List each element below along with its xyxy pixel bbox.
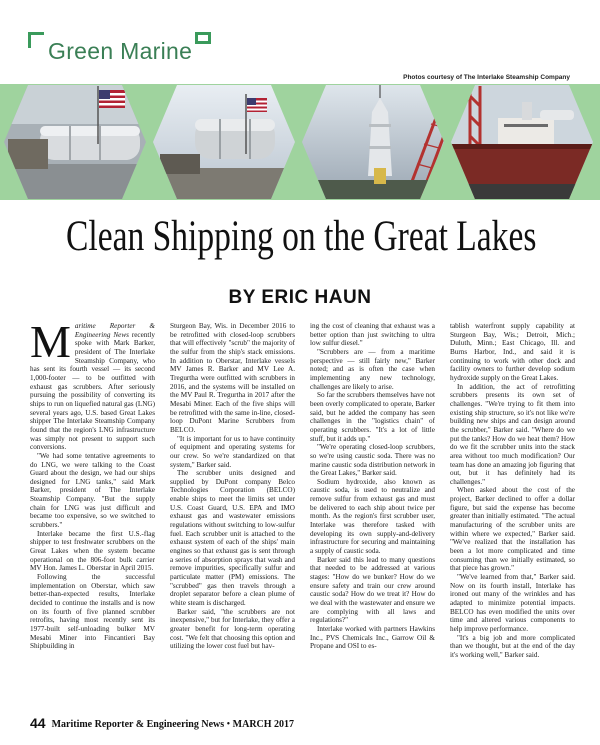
article-headline: Clean Shipping on the Great Lakes [66,213,537,260]
article-column-1 [30,322,155,710]
photo-strip [0,84,600,200]
paragraph: ing the cost of cleaning that exhaust was a better option than just switching to ultra low sulfur diesel." [310,322,435,348]
publication-name: Maritime Reporter & Engineering News [51,719,225,730]
photo-credit: Photos courtesy of The Interlake Steamship Company [403,74,570,81]
paragraph: Barker said, "the scrubbers are not inexpensive," but for Interlake, they offer a greater benefit for long-term operating cost. "We felt that choosing this option and utilizing the lower cost fuel but hav- [170,607,295,651]
paragraph: aritime Reporter & Engineering News recently spoke with Mark Barker, president of The Interlake Steamship Company, who has sent its fourth vessel — its second 1,000-footer — to be outfitted with exhaust gas scrubbers. After seriously pursuing the possibility of converting its ships to run on liquefied natural gas (LNG) several years ago, U.S. based Great Lakes shipper The Interlake Steamship Company found that the region's LNG infrastructure was simply not present to support such conversions. [30,322,155,452]
paragraph: "We've learned from that," Barker said. Now on its fourth install, Interlake has ironed out many of the wrinkles and has adapted to minimize potential impacts. BELCO has even modified the units over time and altered various components to help improve performance. [450,573,575,633]
crane-lifting-scrubber-photo [300,84,452,200]
ship-with-scrubber-photo [450,84,600,200]
article-column-4 [450,322,575,710]
paragraph: Sturgeon Bay, Wis. in December 2016 to be retrofitted with closed-loop scrubbers that will effectively "scrub" the majority of the sulfur from the ship's stack emissions. In addition to Oberstar, Interlake vessels MV James R. Barker and MV Lee A. Tregurtha were outfitted with scrubbers in 2016, and the systems will be installed on the MV Paul R. Tregurtha in 2017 after the Mesabi Miner. Each of the five ships will be retrofitted with the same in-line, closed-loop DuPont Marine Scrubbers from BELCO. [170,322,295,434]
article-column-3 [310,322,435,710]
article-body [30,322,575,710]
publication-name-italic: aritime Reporter & Engineering News [74,322,155,339]
drop-cap: M [30,322,71,367]
footer-separator: • [224,719,233,730]
page-number: 44 [30,715,46,731]
frame-corner-top-left [28,32,44,48]
paragraph: tablish waterfront supply capability at Sturgeon Bay, Wis.; Detroit, Mich.; Duluth, Minn.; East Chicago, Ill. and Burns Harbor, Ind., and said it is continuing to work with other dock and facility owners to further develop sodium hydroxide supply on the Great Lakes. [450,322,575,382]
section-title: Green Marine [48,38,193,64]
article-byline: BY ERIC HAUN [228,287,372,308]
paragraph: Interlake became the first U.S.-flag shipper to test freshwater scrubbers on the Great Lakes when the system became operational on the 806-foot bulk carrier MV Hon. James L. Oberstar in April 2015. [30,529,155,573]
paragraph: So far the scrubbers themselves have not been overly complicated to operate, Barker said, but he added the company has seen challenges in the "logistics chain" of operating scrubbers. "It's a lot of little stuff, but it adds up." [310,391,435,443]
paragraph: "Scrubbers are — from a maritime perspective — still fairly new," Barker noted; and as is often the case when implementing any new technology, challenges are likely to arise. [310,347,435,391]
paragraph: Sodium hydroxide, also known as caustic soda, is used to neutralize and remove sulfur from exhaust gas and must be delivered to each ship about twice per month. As the region's first scrubber user, Interlake was therefore tasked with developing its own supply-and-delivery infrastructure for securing and maintaining a supply of caustic soda. [310,477,435,556]
scrubber-lift-with-flag-photo [150,84,300,200]
paragraph: In addition, the act of retrofitting scrubbers presents its own set of challenges. "We're trying to fit them into existing ship structure, so it's not like we're building new ships and can design around the scrubber," Barker said. "Where do we put the tanks? How do we heat them? How do we fit the scrubber units into the stack area without too much modification? Our team has done an amazing job figuring that out, but it has definitely had its challenges." [450,382,575,486]
paragraph: "It is important for us to have continuity of equipment and operating systems for our crew. So we're standardized on that system," Barker said. [170,434,295,469]
article-column-2 [170,322,295,710]
paragraph: Following the successful implementation on Oberstar, which saw better-than-expected results, Interlake decided to continue the installs and is now on its fourth of five planned scrubber retrofits, having most recently sent its 1977-built self-unloading bulker MV Mesabi Miner into Fincantieri Bay Shipbuilding in [30,573,155,651]
frame-corner-top-right [195,32,211,44]
paragraph: "We're operating closed-loop scrubbers, so we're using caustic soda. There was no marine caustic soda distribution network in the Great Lakes," Barker said. [310,443,435,478]
paragraph: "It's a big job and more complicated than we thought, but at the end of the day it's working well," Barker said. [450,633,575,659]
scrubber-unit-with-flag-photo [0,84,150,200]
paragraph: "We had some tentative agreements to do LNG, we were talking to the Coast Guard about the design, we had our ships designed for LNG tanks," said Mark Barker, president of The Interlake Steamship Company. "But the supply chain for LNG was just difficult and became too expensive, so we switched to scrubbers." [30,451,155,530]
paragraph: The scrubber units designed and supplied by DuPont company Belco Technologies Corporation (BELCO) enable ships to meet the limits set under U.S. Coast Guard, U.S. EPA and IMO exhaust gas and wastewater emissions regulations without switching to low-sulfur fuel. Each scrubber unit is attached to the exhaust system of each of the ships' main engines so that exhaust gas is sent through a series of absorption sprays that wash and remove impurities, specifically sulfur and particulate matter (PM) emissions. The "scrubbed" gas then travels through a droplet separator before a clean plume of white steam is discharged. [170,469,295,607]
issue-date: MARCH 2017 [232,719,295,730]
paragraph: Interlake worked with partners Hawkins Inc., PVS Chemicals Inc., Garrow Oil & Propane and OSI to es- [310,624,435,651]
paragraph: When asked about the cost of the project, Barker declined to offer a dollar figure, but said the expense has become greater than initially estimated. "The actual manufacturing of the scrubber units are within where we expected," Barker said. "We've realized that the installation has been a lot more complicated and time consuming than we initially estimated, so that piece has grown." [450,486,575,573]
paragraph: Barker said this lead to many questions that needed to be addressed at various stages: "How do we bunker? How do we ensure safety and train our crew around caustic soda? How do we treat it? How do we deal with the wastewater and ensure we are complying with all laws and regulations?" [310,555,435,625]
page-footer [30,715,294,731]
